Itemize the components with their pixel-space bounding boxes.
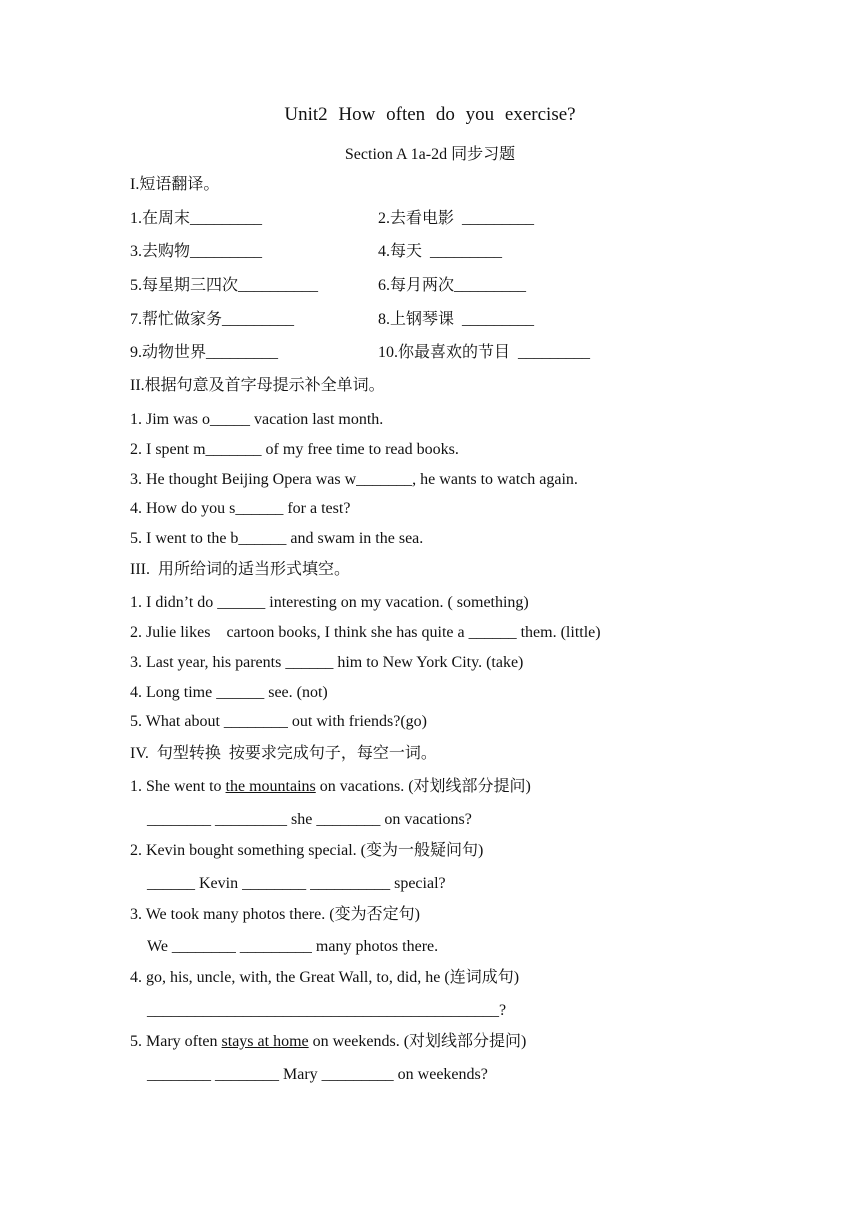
question-item: 4. go, his, uncle, with, the Great Wall, to, did, he (连词成句) — [130, 969, 520, 986]
section-heading-4: IV. 句型转换 按要求完成句子，每空一词。 — [130, 745, 437, 762]
question-text: on weekends. (对划线部分提问) — [308, 1033, 527, 1050]
answer-line: We ________ _________ many photos there. — [147, 938, 439, 955]
question-text: 1. She went to — [130, 778, 226, 795]
question-item: 3. He thought Beijing Opera was w_______, he wants to watch again. — [130, 471, 578, 488]
phrase-item: 4.每天 _________ — [378, 243, 503, 260]
question-item: 2. Kevin bought something special. (变为一般疑问句) — [130, 842, 484, 859]
underlined-phrase: stays at home — [221, 1033, 309, 1050]
question-item: 3. We took many photos there. (变为否定句) — [130, 906, 420, 923]
answer-line: ______ Kevin ________ __________ special? — [147, 875, 446, 892]
question-item: 4. How do you s______ for a test? — [130, 500, 351, 517]
question-item: 5. What about ________ out with friends?(go) — [130, 713, 427, 730]
question-item: 2. Julie likes cartoon books, I think she has quite a ______ them. (little) — [130, 624, 601, 641]
question-item: 5. I went to the b______ and swam in the sea. — [130, 530, 424, 547]
page-title: Unit2 How often do you exercise? — [284, 104, 576, 125]
phrase-item: 6.每月两次_________ — [378, 277, 527, 294]
question-text: 5. Mary often — [130, 1033, 222, 1050]
section-heading-3: III. 用所给词的适当形式填空。 — [130, 561, 350, 578]
phrase-item: 5.每星期三四次__________ — [130, 277, 319, 294]
phrase-item: 9.动物世界_________ — [130, 344, 279, 361]
question-item: 3. Last year, his parents ______ him to New York City. (take) — [130, 654, 524, 671]
section-heading-2: II.根据句意及首字母提示补全单词。 — [130, 377, 385, 394]
question-item — [130, 1032, 526, 1052]
section-heading-1: I.短语翻译。 — [130, 176, 220, 193]
question-item — [130, 777, 531, 797]
phrase-item: 1.在周末_________ — [130, 210, 263, 227]
phrase-item: 10.你最喜欢的节目 _________ — [378, 344, 591, 361]
question-item: 4. Long time ______ see. (not) — [130, 684, 328, 701]
question-text: on vacations. (对划线部分提问) — [315, 778, 531, 795]
underlined-phrase: the mountains — [225, 778, 316, 795]
phrase-item: 8.上钢琴课 _________ — [378, 311, 535, 328]
answer-line: ________ _________ she ________ on vacations? — [147, 811, 472, 828]
phrase-item: 2.去看电影 _________ — [378, 210, 535, 227]
answer-line: ____________________________________________? — [147, 1002, 507, 1019]
answer-line: ________ ________ Mary _________ on weekends? — [147, 1066, 488, 1083]
page-subtitle: Section A 1a-2d 同步习题 — [344, 146, 516, 163]
question-item: 2. I spent m_______ of my free time to read books. — [130, 441, 459, 458]
phrase-item: 3.去购物_________ — [130, 243, 263, 260]
phrase-item: 7.帮忙做家务_________ — [130, 311, 295, 328]
question-item: 1. I didn’t do ______ interesting on my vacation. ( something) — [130, 594, 529, 611]
question-item: 1. Jim was o_____ vacation last month. — [130, 411, 384, 428]
